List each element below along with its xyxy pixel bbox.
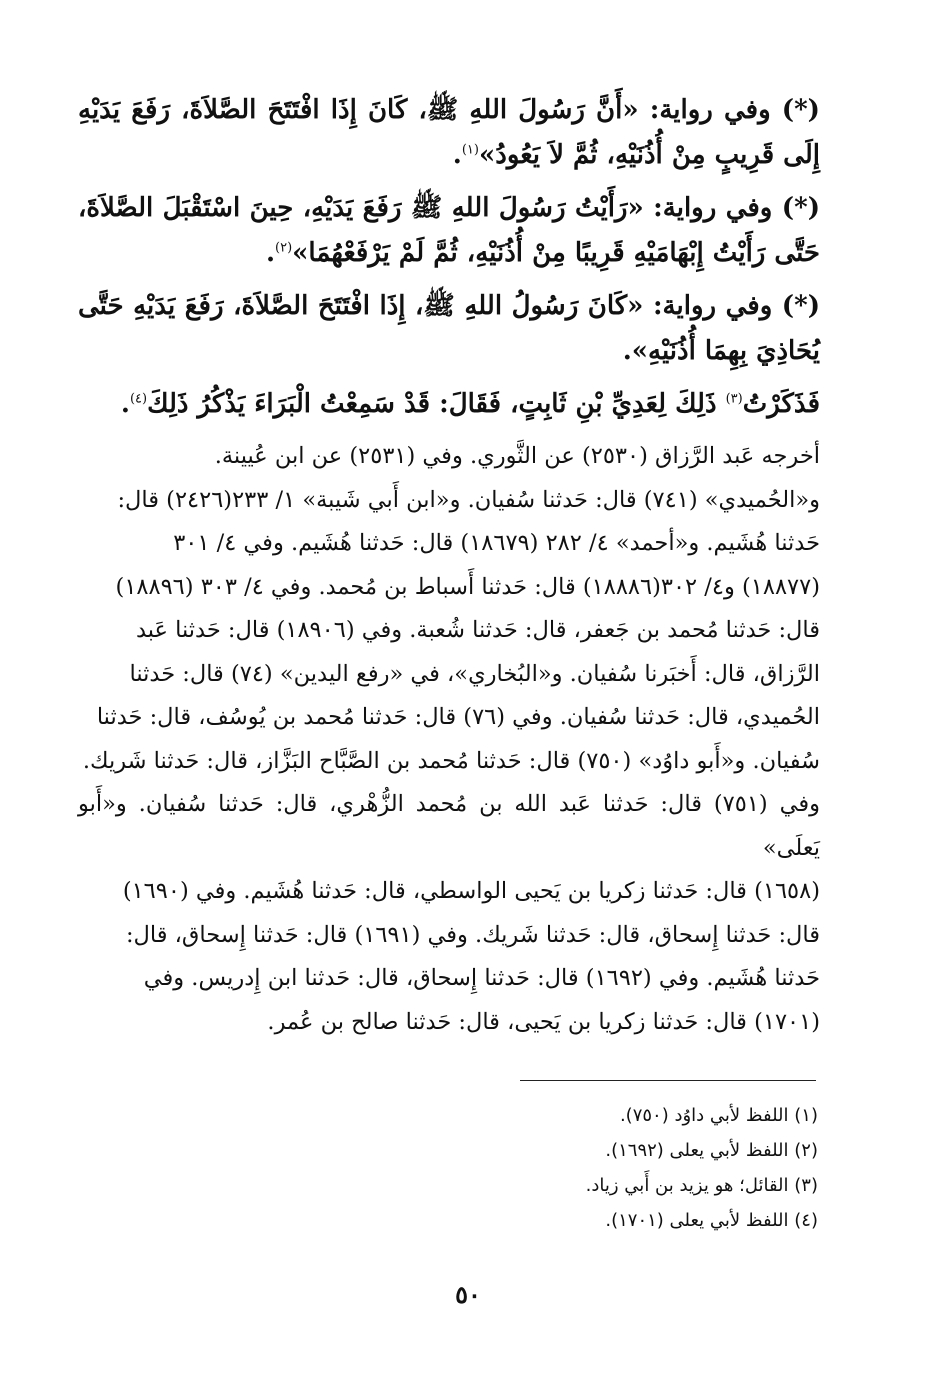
footnote-ref[interactable]: (٤) [129, 391, 148, 407]
source-line: (١٨٨٧٧) و٤/ ٣٠٢(١٨٨٨٦) قال: حَدثنا أَسباط بن مُحمد. وفي ٤/ ٣٠٣ (١٨٨٩٦) [115, 573, 820, 600]
hadith-variant-3 [78, 284, 820, 374]
source-line: الحُميدي، قال: حَدثنا سُفيان. وفي (٧٦) قال: حَدثنا مُحمد بن يُوسُف، قال: حَدثنا [96, 704, 820, 730]
footnote-4: (٤) اللفظ لأبي يعلى (١٧٠١). [605, 1210, 818, 1231]
paragraph-text: (*) وفي رواية: «رَأَيْتُ رَسُولَ اللهِ ﷺ رَفَعَ يَدَيْهِ، حِينَ اسْتَقْبَلَ الصَّلاَةَ، حَتَّى رَأَيْتُ إِبْهَامَيْهِ قَرِيبًا مِنْ أُذُنَيْهِ، ثُمَّ لَمْ يَرْفَعْهُمَا» [78, 193, 820, 268]
paragraph-tail: ذَلِكَ لِعَدِيِّ بْنِ ثَابِتٍ، فَقَالَ: قَدْ سَمِعْتُ الْبَرَاءَ يَذْكُرُ ذَلِكَ [147, 389, 726, 419]
page-number: ٥٠ [455, 1280, 481, 1309]
footnote-3: (٣) القائل؛ هو يزيد بن أَبي زياد. [585, 1175, 818, 1196]
footnote-divider [520, 1080, 816, 1081]
footnote-ref[interactable]: (٣) [725, 391, 743, 407]
paragraph-text: فَذَكَرْتُ [742, 389, 820, 419]
source-line: و«الحُميدي» (٧٤١) قال: حَدثنا سُفيان. و«ابن أَبي شَيبة» ١/ ٢٣٣(٢٤٢٦) قال: [117, 486, 820, 513]
paragraph-tail: . [120, 389, 130, 419]
footnote-2: (٢) اللفظ لأبي يعلى (١٦٩٢). [605, 1140, 818, 1161]
hadith-variant-1 [78, 88, 820, 178]
paragraph-text: (*) وفي رواية: «أَنَّ رَسُولَ اللهِ ﷺ، كَانَ إِذَا افْتَتَحَ الصَّلاَةَ، رَفَعَ يَدَيْهِ إِلَى قَرِيبٍ مِنْ أُذُنَيْهِ، ثُمَّ لاَ يَعُودُ» [78, 95, 820, 170]
takhrij-section [78, 435, 820, 1044]
footnotes [318, 1098, 818, 1238]
hadith-variant-2 [78, 186, 820, 276]
footnote-ref[interactable]: (٢) [275, 240, 293, 256]
paragraph-tail: . [452, 140, 462, 170]
main-text [78, 88, 820, 1044]
source-line: قال: حَدثنا مُحمد بن جَعفر، قال: حَدثنا شُعبة. وفي (١٨٩٠٦) قال: حَدثنا عَبد [135, 617, 820, 643]
source-line: حَدثنا هُشَيم. و«أحمد» ٤/ ٢٨٢ (١٨٦٧٩) قال: حَدثنا هُشَيم. وفي ٤/ ٣٠١ [173, 530, 820, 556]
source-line: قال: حَدثنا إِسحاق، قال: حَدثنا شَريك. وفي (١٦٩١) قال: حَدثنا إِسحاق، قال: [125, 921, 820, 948]
narrator-note [78, 382, 820, 427]
source-line: سُفيان. و«أَبو داوُد» (٧٥٠) قال: حَدثنا مُحمد بن الصَّبَّاح البَزَّاز، قال: حَدثنا شَريك. [82, 747, 820, 774]
source-line: وفي (٧٥١) قال: حَدثنا عَبد الله بن مُحمد الزُّهْري، قال: حَدثنا سُفيان. و«أَبو يَعلَى» [78, 791, 820, 861]
source-line: (١٧٠١) قال: حَدثنا زكريا بن يَحيى، قال: حَدثنا صالح بن عُمر. [267, 1008, 820, 1035]
footnote-ref[interactable]: (١) [461, 142, 479, 158]
footnote-1: (١) اللفظ لأبي داوُد (٧٥٠). [619, 1105, 818, 1126]
source-line: أخرجه عَبد الرَّزاق (٢٥٣٠) عن الثَّوري. وفي (٢٥٣١) عن ابن عُيينة. [214, 443, 820, 469]
paragraph-text: (*) وفي رواية: «كَانَ رَسُولُ اللهِ ﷺ، إِذَا افْتَتَحَ الصَّلاَةَ، رَفَعَ يَدَيْهِ حَتَّى يُحَاذِيَ بِهِمَا أُذُنَيْهِ». [78, 291, 820, 366]
source-line: حَدثنا هُشَيم. وفي (١٦٩٢) قال: حَدثنا إِسحاق، قال: حَدثنا ابن إِدريس. وفي [143, 965, 820, 991]
paragraph-tail: . [265, 238, 275, 268]
source-line: (١٦٥٨) قال: حَدثنا زكريا بن يَحيى الواسطي، قال: حَدثنا هُشَيم. وفي (١٦٩٠) [122, 878, 820, 904]
source-line: الرَّزاق، قال: أَخبَرنا سُفيان. و«البُخاري»، في «رفع اليدين» (٧٤) قال: حَدثنا [129, 660, 820, 687]
